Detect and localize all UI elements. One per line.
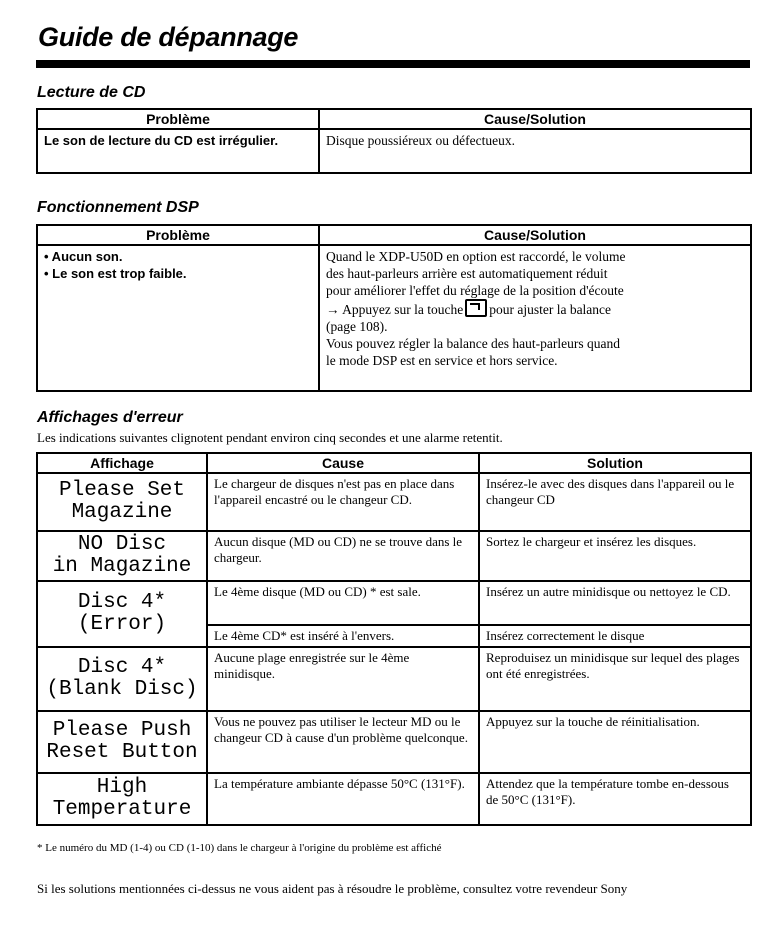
section-heading-dsp: Fonctionnement DSP bbox=[37, 199, 199, 216]
cause-cell: Aucun disque (MD ou CD) ne se trouve dans le chargeur. bbox=[207, 531, 479, 581]
dsp-sol-line: pour ajuster la balance bbox=[489, 302, 612, 317]
cd-table bbox=[36, 108, 752, 174]
display-please-set-magazine: Please Set Magazine bbox=[37, 473, 207, 531]
dsp-sol-line: Vous pouvez régler la balance des haut-parleurs quand bbox=[326, 336, 621, 351]
solution-cell: Reproduisez un minidisque sur lequel des plages ont été enregistrées. bbox=[479, 647, 751, 711]
dsp-col-problem: Problème bbox=[37, 225, 319, 245]
cd-solution: Disque poussiéreux ou défectueux. bbox=[319, 129, 751, 173]
cause-cell: Le 4ème CD* est inséré à l'envers. bbox=[207, 625, 479, 647]
dsp-sol-line: → Appuyez sur la touche bbox=[326, 302, 464, 317]
cd-problem: Le son de lecture du CD est irrégulier. bbox=[37, 129, 319, 173]
dsp-col-solution: Cause/Solution bbox=[319, 225, 751, 245]
dsp-solution bbox=[319, 245, 751, 391]
dsp-table bbox=[36, 224, 752, 392]
errors-table bbox=[36, 452, 752, 826]
balance-key-icon bbox=[465, 299, 487, 317]
cause-cell: Vous ne pouvez pas utiliser le lecteur MD ou le changeur CD à cause d'un problème quelconque. bbox=[207, 711, 479, 773]
solution-cell: Insérez-le avec des disques dans l'appareil ou le changeur CD bbox=[479, 473, 751, 531]
errors-col-display: Affichage bbox=[37, 453, 207, 473]
display-blank-disc: Disc 4* (Blank Disc) bbox=[37, 647, 207, 711]
dsp-sol-line: des haut-parleurs arrière est automatiquement réduit bbox=[326, 266, 608, 281]
solution-cell: Insérez correctement le disque bbox=[479, 625, 751, 647]
dsp-problem-2: • Le son est trop faible. bbox=[44, 266, 187, 281]
cause-cell: La température ambiante dépasse 50°C (131°F). bbox=[207, 773, 479, 825]
cd-col-problem: Problème bbox=[37, 109, 319, 129]
dsp-sol-line: Quand le XDP-U50D en option est raccordé, le volume bbox=[326, 249, 626, 264]
errors-col-solution: Solution bbox=[479, 453, 751, 473]
cause-cell: Aucune plage enregistrée sur le 4ème minidisque. bbox=[207, 647, 479, 711]
cd-col-solution: Cause/Solution bbox=[319, 109, 751, 129]
dsp-sol-line: pour améliorer l'effet du réglage de la position d'écoute bbox=[326, 283, 624, 298]
display-reset-button: Please Push Reset Button bbox=[37, 711, 207, 773]
cause-cell: Le 4ème disque (MD ou CD) * est sale. bbox=[207, 581, 479, 625]
display-disc-error: Disc 4* (Error) bbox=[37, 581, 207, 647]
solution-cell: Insérez un autre minidisque ou nettoyez le CD. bbox=[479, 581, 751, 625]
solution-cell: Sortez le chargeur et insérez les disques. bbox=[479, 531, 751, 581]
dsp-sol-line: (page 108). bbox=[326, 319, 388, 334]
section-heading-errors: Affichages d'erreur bbox=[37, 409, 183, 426]
solution-cell: Appuyez sur la touche de réinitialisation. bbox=[479, 711, 751, 773]
page-title: Guide de dépannage bbox=[38, 22, 299, 52]
section-heading-cd: Lecture de CD bbox=[37, 84, 146, 101]
errors-intro: Les indications suivantes clignotent pendant environ cinq secondes et une alarme retentit. bbox=[37, 430, 503, 445]
dsp-sol-line: le mode DSP est en service et hors service. bbox=[326, 353, 558, 368]
footnote: * Le numéro du MD (1-4) ou CD (1-10) dans le chargeur à l'origine du problème est affiché bbox=[37, 842, 442, 854]
dsp-problem-1: • Aucun son. bbox=[44, 249, 123, 264]
display-no-disc: NO Disc in Magazine bbox=[37, 531, 207, 581]
cause-cell: Le chargeur de disques n'est pas en place dans l'appareil encastré ou le changeur CD. bbox=[207, 473, 479, 531]
display-high-temperature: High Temperature bbox=[37, 773, 207, 825]
final-note: Si les solutions mentionnées ci-dessus ne vous aident pas à résoudre le problème, consultez votre revendeur Sony bbox=[37, 881, 628, 896]
title-rule bbox=[36, 60, 750, 68]
solution-cell: Attendez que la température tombe en-dessous de 50°C (131°F). bbox=[479, 773, 751, 825]
errors-col-cause: Cause bbox=[207, 453, 479, 473]
